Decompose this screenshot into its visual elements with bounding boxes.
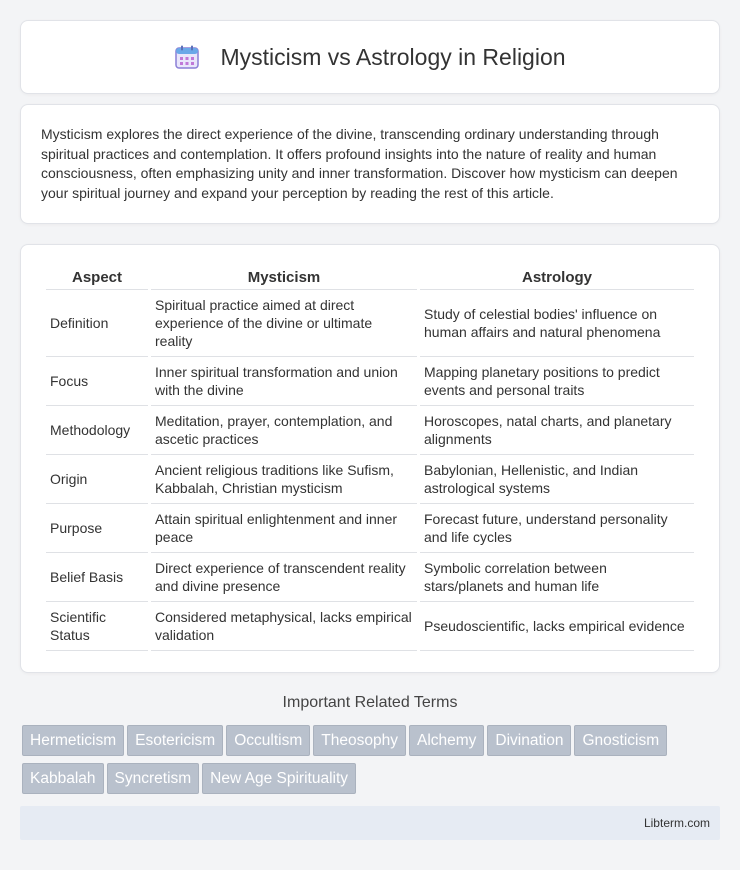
- cell-aspect: Belief Basis: [46, 553, 148, 602]
- cell-astrology: Mapping planetary positions to predict events and personal traits: [420, 357, 694, 406]
- cell-astrology: Forecast future, understand personality and life cycles: [420, 504, 694, 553]
- header-astrology: Astrology: [420, 265, 694, 290]
- cell-astrology: Horoscopes, natal charts, and planetary alignments: [420, 406, 694, 455]
- calendar-icon: [174, 44, 200, 70]
- table-header-row: [46, 265, 694, 290]
- cell-astrology: Babylonian, Hellenistic, and Indian astrological systems: [420, 455, 694, 504]
- cell-aspect: Purpose: [46, 504, 148, 553]
- cell-mysticism: Considered metaphysical, lacks empirical validation: [151, 602, 417, 651]
- intro-card: [20, 104, 720, 224]
- cell-mysticism: Direct experience of transcendent reality and divine presence: [151, 553, 417, 602]
- intro-paragraph: Mysticism explores the direct experience of the divine, transcending ordinary understanding through spiritual practices and contemplation. It offers profound insights into the nature of reality and human consciousness, often emphasizing unity and inner transformation. Discover how mysticism can deepen your spiritual journey and expand your perception by reading the rest of this article.: [41, 126, 678, 201]
- table-row: [46, 602, 694, 651]
- comparison-table: [43, 265, 697, 651]
- table-row: [46, 357, 694, 406]
- cell-mysticism: Attain spiritual enlightenment and inner peace: [151, 504, 417, 553]
- footer: [20, 806, 720, 840]
- table-row: [46, 455, 694, 504]
- cell-aspect: Focus: [46, 357, 148, 406]
- cell-mysticism: Ancient religious traditions like Sufism, Kabbalah, Christian mysticism: [151, 455, 417, 504]
- cell-aspect: Definition: [46, 290, 148, 357]
- related-term-tag[interactable]: Gnosticism: [574, 725, 667, 756]
- related-terms-list: [22, 725, 722, 801]
- cell-mysticism: Inner spiritual transformation and union with the divine: [151, 357, 417, 406]
- cell-astrology: Pseudoscientific, lacks empirical evidence: [420, 602, 694, 651]
- header-aspect: Aspect: [46, 265, 148, 290]
- related-term-tag[interactable]: New Age Spirituality: [202, 763, 356, 794]
- related-term-tag[interactable]: Kabbalah: [22, 763, 104, 794]
- table-row: [46, 290, 694, 357]
- footer-site[interactable]: Libterm.com: [643, 816, 710, 830]
- cell-astrology: Symbolic correlation between stars/planets and human life: [420, 553, 694, 602]
- related-term-tag[interactable]: Divination: [487, 725, 571, 756]
- related-term-tag[interactable]: Syncretism: [107, 763, 200, 794]
- table-row: [46, 553, 694, 602]
- header-mysticism: Mysticism: [151, 265, 417, 290]
- related-term-tag[interactable]: Alchemy: [409, 725, 484, 756]
- related-term-tag[interactable]: Occultism: [226, 725, 310, 756]
- cell-aspect: Methodology: [46, 406, 148, 455]
- related-term-tag[interactable]: Hermeticism: [22, 725, 124, 756]
- cell-mysticism: Spiritual practice aimed at direct experience of the divine or ultimate reality: [151, 290, 417, 357]
- cell-astrology: Study of celestial bodies' influence on human affairs and natural phenomena: [420, 290, 694, 357]
- table-row: [46, 504, 694, 553]
- cell-aspect: Origin: [46, 455, 148, 504]
- related-term-tag[interactable]: Theosophy: [313, 725, 406, 756]
- related-terms-title: Important Related Terms: [282, 694, 458, 711]
- table-row: [46, 406, 694, 455]
- cell-aspect: Scientific Status: [46, 602, 148, 651]
- page-title: Mysticism vs Astrology in Religion: [220, 43, 566, 70]
- cell-mysticism: Meditation, prayer, contemplation, and ascetic practices: [151, 406, 417, 455]
- header-card: [20, 20, 720, 94]
- related-term-tag[interactable]: Esotericism: [127, 725, 223, 756]
- comparison-card: [20, 244, 720, 673]
